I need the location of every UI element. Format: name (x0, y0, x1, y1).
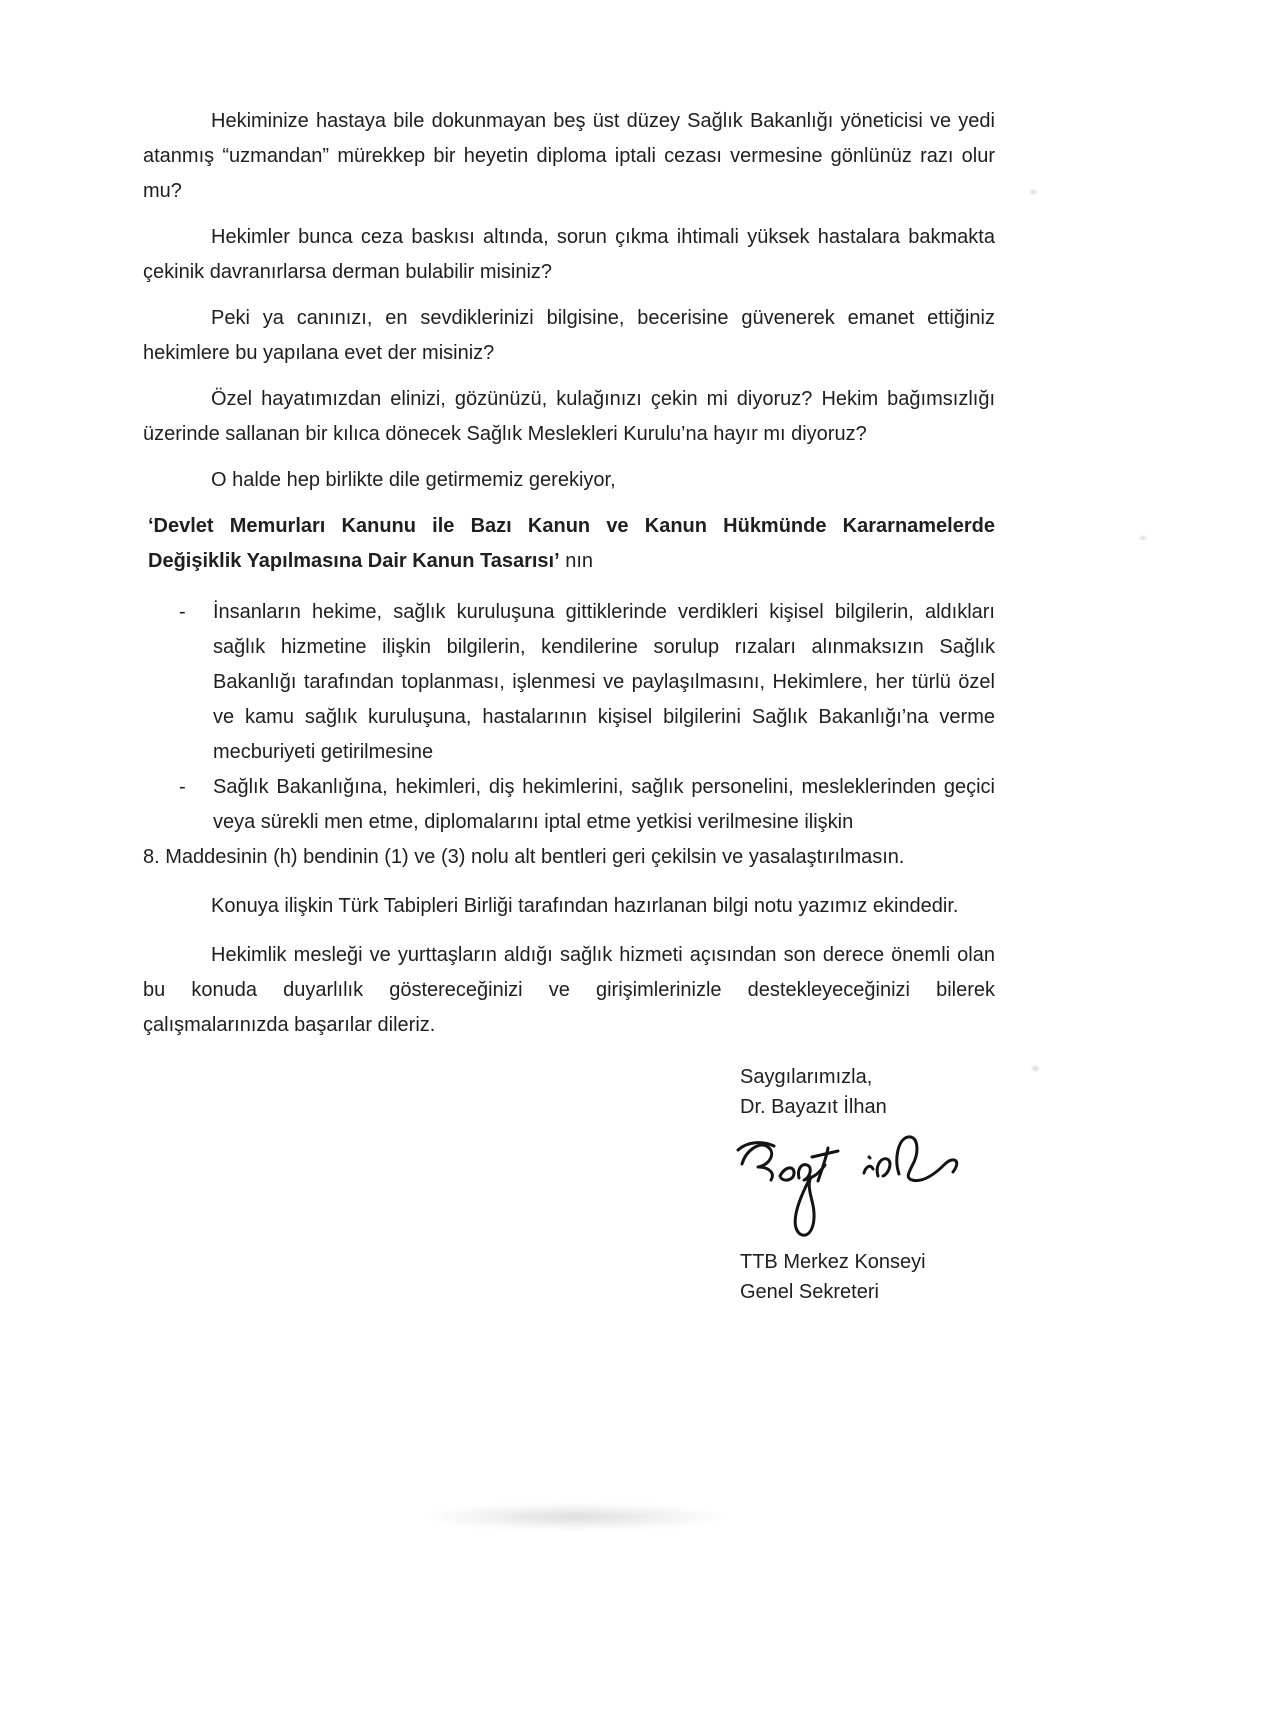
signature-block (740, 1062, 1006, 1307)
dash-marker: - (179, 601, 186, 623)
dash-marker: - (179, 776, 186, 798)
bullet-item (179, 595, 995, 770)
signatory-identity (740, 1247, 1006, 1307)
scan-artifact-smudge (430, 1504, 720, 1530)
signatory-organization: TTB Merkez Konseyi (740, 1251, 926, 1273)
bullet-text: Sağlık Bakanlığına, hekimleri, diş hekimlerini, sağlık personelini, mesleklerinden geçici veya sürekli men etme, diplomalarını iptal etme yetkisi verilmesine ilişkin (213, 776, 995, 833)
law-title-bold: ‘Devlet Memurları Kanunu ile Bazı Kanun ve Kanun Hükmünde Kararnamelerde Değişiklik Yapılmasına Dair Kanun Tasarısı’ (148, 515, 995, 572)
signatory-name: Dr. Bayazıt İlhan (740, 1096, 887, 1118)
body-paragraph: Hekimlik mesleği ve yurttaşların aldığı sağlık hizmeti açısından son derece önemli olan bu konuda duyarlılık göstereceğinizi ve girişimlerinizle destekleyeceğinizi bilerek çalışmalarınızda başarılar dileriz. (143, 944, 995, 1036)
body-paragraph: Özel hayatımızdan elinizi, gözünüzü, kulağınızı çekin mi diyoruz? Hekim bağımsızlığı üzerinde sallanan bir kılıca dönecek Sağlık Meslekleri Kurulu’na hayır mı diyoruz? (143, 388, 995, 445)
bullet-text: İnsanların hekime, sağlık kuruluşuna gittiklerinde verdikleri kişisel bilgilerin, aldıkları sağlık hizmetine ilişkin bilgilerin, kendilerine sorulup rızaları alınmaksızın Sağlık Bakanlığı tarafından toplanması, işlenmesi ve paylaşılmasını, Hekimlere, her türlü özel ve kamu sağlık kuruluşuna, hastalarının kişisel bilgilerini Sağlık Bakanlığı’na verme mecburiyeti getirilmesine (213, 601, 995, 763)
demand-line: 8. Maddesinin (h) bendinin (1) ve (3) nolu alt bentleri geri çekilsin ve yasalaştırılmasın. (143, 846, 905, 868)
salutation: Saygılarımızla, (740, 1066, 873, 1088)
body-paragraph: Hekiminize hastaya bile dokunmayan beş üst düzey Sağlık Bakanlığı yöneticisi ve yedi atanmış “uzmandan” mürekkep bir heyetin diploma iptali cezası vermesine gönlünüz razı olur mu? (143, 110, 995, 202)
law-title-suffix: nın (559, 550, 594, 572)
body-paragraph: Peki ya canınızı, en sevdiklerinizi bilgisine, becerisine güvenerek emanet ettiğiniz hekimlere bu yapılana evet der misiniz? (143, 307, 995, 364)
bullet-list (143, 595, 995, 840)
scan-artifact-speck (1032, 1066, 1039, 1071)
scan-artifact-speck (1140, 536, 1146, 540)
signatory-role: Genel Sekreteri (740, 1281, 879, 1303)
bullet-item (179, 770, 995, 840)
law-title (143, 509, 995, 579)
body-paragraph: O halde hep birlikte dile getirmemiz gerekiyor, (211, 469, 616, 491)
letter-body (143, 104, 995, 1043)
handwritten-signature (736, 1128, 1006, 1243)
body-paragraph: Hekimler bunca ceza baskısı altında, sorun çıkma ihtimali yüksek hastalara bakmakta çekinik davranırlarsa derman bulabilir misiniz? (143, 226, 995, 283)
body-paragraph: Konuya ilişkin Türk Tabipleri Birliği tarafından hazırlanan bilgi notu yazımız ekindedir. (211, 895, 959, 917)
scan-artifact-speck (1030, 190, 1036, 194)
